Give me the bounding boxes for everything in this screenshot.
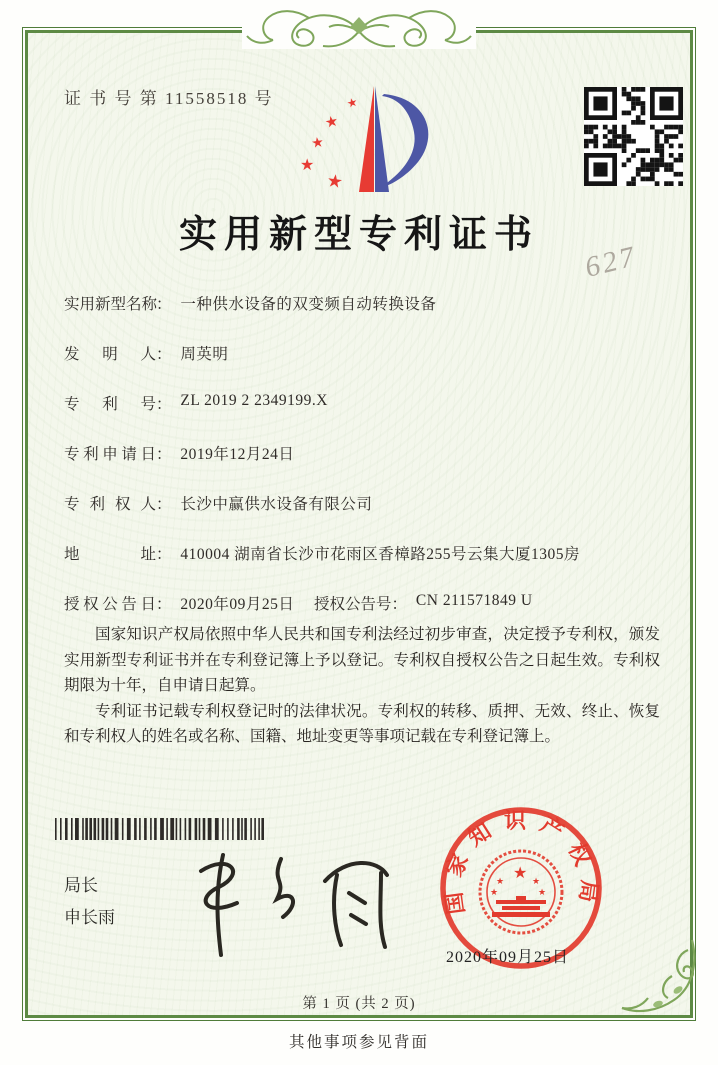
logo-red-wedge xyxy=(359,86,374,192)
field-value: 2020年09月25日 xyxy=(180,596,295,613)
certificate-fields xyxy=(64,292,664,642)
field-value: 410004 湖南省长沙市花雨区香樟路255号云集大厦1305房 xyxy=(180,546,581,563)
seal-text-ring: 国家知识产权局 xyxy=(439,808,603,916)
handwritten-note: 627 xyxy=(581,240,641,284)
border-ornament-top xyxy=(240,3,478,53)
certificate-number: 证 书 号 第 11558518 号 xyxy=(64,89,274,108)
field-row-inventor xyxy=(64,342,664,372)
field-row-name xyxy=(64,292,664,322)
seal-national-emblem xyxy=(480,851,562,933)
logo-blue-wedge xyxy=(375,86,389,192)
certificate-title: 实用新型专利证书 xyxy=(178,214,539,256)
field-label: 专利权人 xyxy=(64,496,156,513)
svg-text:★: ★ xyxy=(532,876,541,886)
field-row-filing-date xyxy=(64,442,664,472)
field-value: 长沙中赢供水设备有限公司 xyxy=(180,496,373,513)
field-colon: ： xyxy=(156,446,172,463)
field-colon: ： xyxy=(391,596,408,613)
field-value: CN 211571849 U xyxy=(415,592,533,609)
svg-text:★: ★ xyxy=(323,113,340,132)
director-signature xyxy=(185,833,400,958)
certificate-body xyxy=(64,622,660,750)
qr-code xyxy=(584,87,683,186)
director-block xyxy=(64,870,115,934)
cnipa-logo xyxy=(286,80,456,202)
field-value: 一种供水设备的双变频自动转换设备 xyxy=(180,296,437,313)
svg-text:★: ★ xyxy=(538,887,547,897)
field-label: 地址 xyxy=(64,546,156,563)
back-side-note: 其他事项参见背面 xyxy=(288,1034,429,1051)
body-paragraph: 专利证书记载专利权登记时的法律状况。专利权的转移、质押、无效、终止、恢复和专利权人的姓名或名称、国籍、地址变更等事项记载在专利登记簿上。 xyxy=(64,702,660,745)
field-row-patent-no xyxy=(64,392,664,422)
svg-text:★: ★ xyxy=(325,170,345,193)
field-label: 发明人 xyxy=(64,346,156,363)
field-row-address xyxy=(64,542,664,572)
logo-stars xyxy=(300,95,359,193)
field-value: ZL 2019 2 2349199.X xyxy=(180,392,328,409)
body-paragraph: 国家知识产权局依照中华人民共和国专利法经过初步审查，决定授予专利权，颁发实用新型专利证书并在专利登记簿上予以登记。专利权自授权公告之日起生效。专利权期限为十年，自申请日起算。 xyxy=(64,626,660,694)
seal-date: 2020年09月25日 xyxy=(446,949,570,966)
field-row-grant xyxy=(64,592,664,622)
field-colon: ： xyxy=(156,346,172,363)
field-value: 2019年12月24日 xyxy=(180,446,295,463)
field-colon: ： xyxy=(156,546,172,563)
svg-text:★: ★ xyxy=(513,865,528,882)
field-label: 实用新型名称 xyxy=(64,296,158,313)
svg-text:★: ★ xyxy=(310,135,325,152)
field-colon: ： xyxy=(156,596,172,613)
director-name: 申长雨 xyxy=(64,908,115,927)
grant-number-pair xyxy=(314,592,533,614)
svg-text:★: ★ xyxy=(496,876,505,886)
field-label: 授权公告日 xyxy=(64,596,156,613)
field-label: 专利号 xyxy=(64,396,156,413)
field-colon: ： xyxy=(156,296,172,313)
svg-text:★: ★ xyxy=(490,887,499,897)
field-label: 授权公告号 xyxy=(314,596,392,613)
field-colon: ： xyxy=(156,496,172,513)
svg-text:★: ★ xyxy=(345,94,360,111)
field-label: 专利申请日 xyxy=(64,446,156,463)
field-row-patentee xyxy=(64,492,664,522)
field-colon: ： xyxy=(156,396,172,413)
svg-text:★: ★ xyxy=(300,157,315,174)
page-number: 第 1 页 (共 2 页) xyxy=(302,996,416,1012)
field-value: 周英明 xyxy=(180,346,229,363)
director-title: 局长 xyxy=(64,876,98,895)
